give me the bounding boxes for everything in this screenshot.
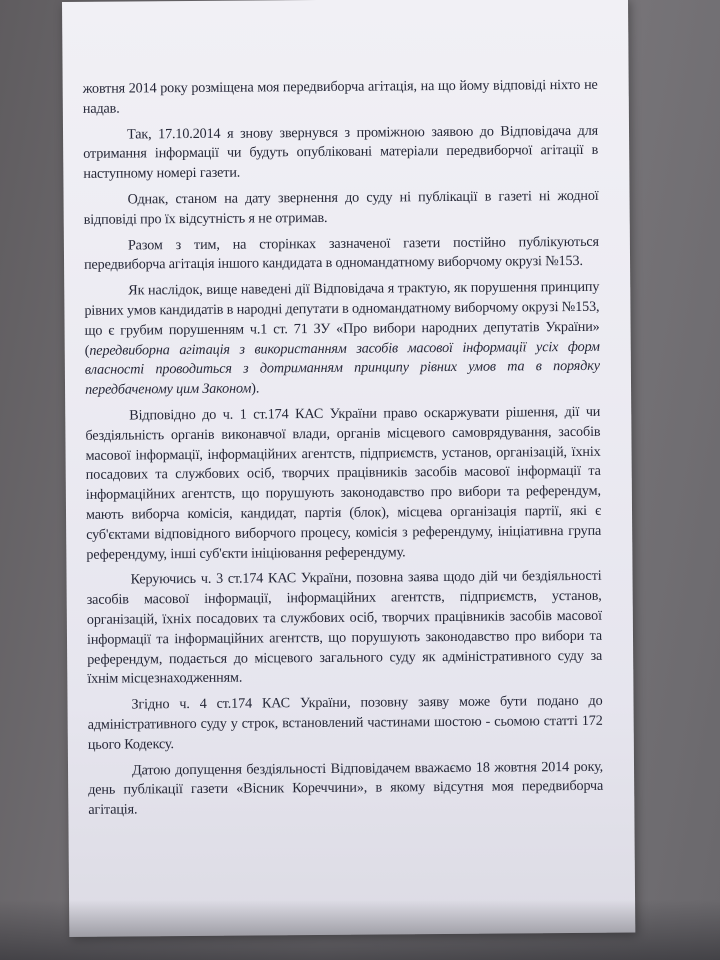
paragraph-kas-174-part3: Керуючись ч. 3 ст.174 КАС України, позовна заява щодо дій чи бездіяльності засобів масової інформації, інформаційних агентств, підприємств, установ, організацій, їхніх посадових та службових осіб, творчих працівників засобів масової інформації та інформаційних агентств, що порушують законодавство про вибори та референдум, подається до місцевого загального суду як адміністративного суду за їхнім місцезнаходженням. (86, 568, 603, 688)
paragraph-kas-174-part1: Відповідно до ч. 1 ст.174 КАС України право оскаржувати рішення, дії чи бездіяльність органів виконавчої влади, органів місцевого самоврядування, засобів масової інформації, інформаційних агентств, підприємств, установ, організацій, їхніх посадових та службових осіб, творчих працівників засобів масової інформації та інформаційних агентств, що порушують законодавство про вибори та референдум, мають виборча комісія, кандидат, партія (блок), місцева організація партії, які є суб'єктами відповідного виборчого процесу, комісія з референдуму, ініціативна група референдуму, інші суб'єкти ініціювання референдуму. (85, 403, 602, 563)
violation-text-end: ). (251, 380, 260, 397)
law-quote-italic: передвиборна агітація з використанням засобів масової інформації усіх форм власності проводиться з дотриманням принципу рівних умов та в порядку передбаченому цим Законом (84, 338, 600, 398)
document-page (62, 0, 635, 937)
photo-shadow (0, 900, 720, 960)
paragraph-no-response: Однак, станом на дату звернення до суду ні публікації в газеті ні жодної відповіді про їх відсутність я не отримав. (83, 187, 599, 228)
paragraph-other-candidate: Разом з тим, на сторінках зазначеної газети постійно публікуються передвиборча агітація іншого кандидата в одномандатному виборчому окрузі №153. (84, 233, 599, 274)
document-body (83, 76, 604, 827)
paragraph-date-of-inaction: Датою допущення бездіяльності Відповідачем вважаємо 18 жовтня 2014 року, день публікації газети «Вісник Кореччини», в якому відсутня моя передвиборча агітація. (88, 758, 604, 818)
paragraph-repeat-request: Так, 17.10.2014 я знову звернувся з проміжною заявою до Відповідача для отримання інформації чи будуть опубліковані матеріали передвиборчої агітації в наступному номері газети. (83, 122, 599, 183)
paragraph-continuation: жовтня 2014 року розміщена моя передвиборча агітація, на що йому відповіді ніхто не надав. (82, 76, 598, 117)
paragraph-kas-174-part4: Згідно ч. 4 ст.174 КАС України, позовну заяву може бути подано до адміністративного суду у строк, встановлений частинами шостою - сьомою статті 172 цього Кодексу. (87, 692, 603, 753)
violation-text: Як наслідок, вище наведені дії Відповідача я трактую, як порушення принципу рівних умов кандидатів в народні депутати в одномандатному виборчому окрузі №153, що є грубим порушенням ч.1 ст. 71 ЗУ «Про вибори народних депутатів України» ( (84, 278, 600, 359)
paragraph-violation (84, 278, 600, 401)
